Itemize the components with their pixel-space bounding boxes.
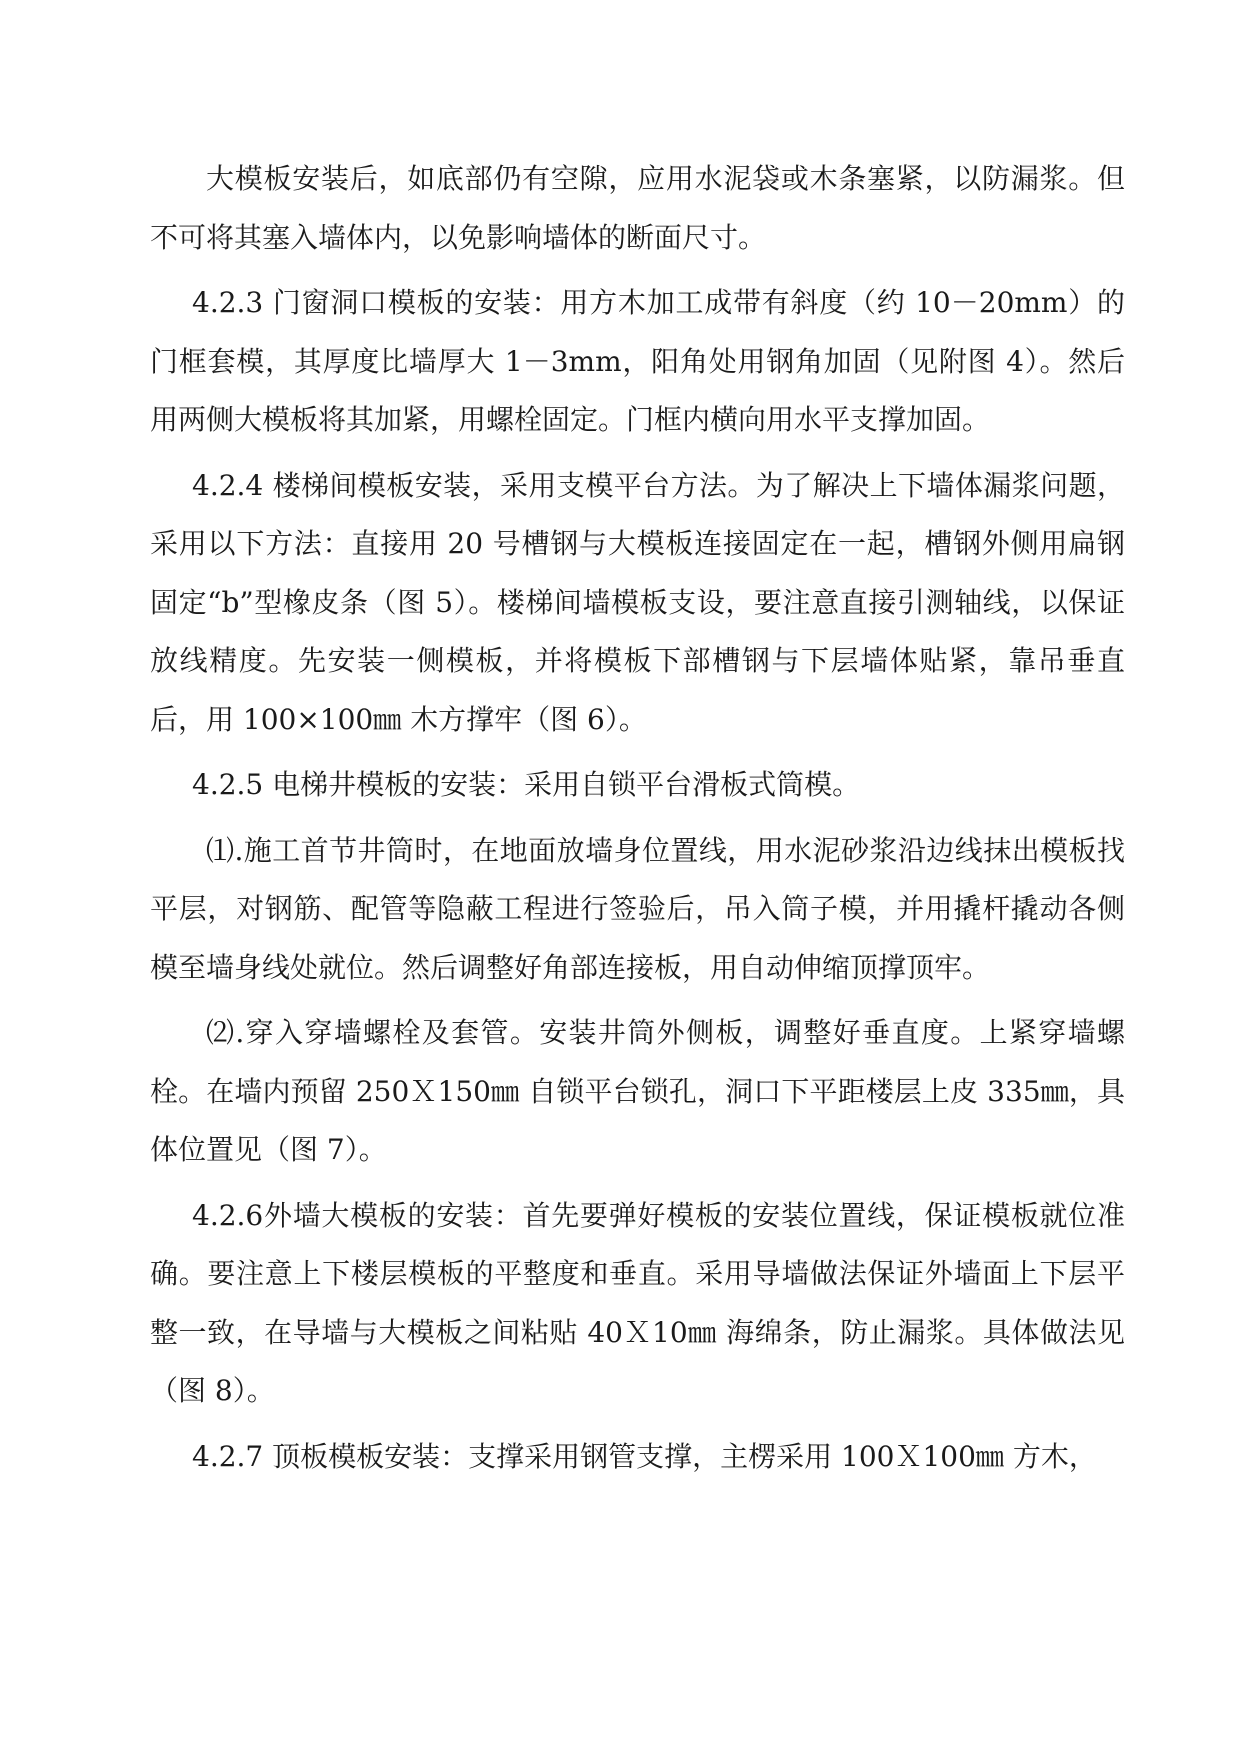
paragraph-4-2-7: 4.2.7 顶板模板安装：支撑采用钢管支撑，主楞采用 100Ｘ100㎜ 方木， [192,1439,1097,1473]
paragraph-4-2-5: 4.2.5 电梯井模板的安装：采用自锁平台滑板式筒模。 [192,768,861,801]
paragraph-4-2-3: 4.2.3 门窗洞口模板的安装：用方木加工成带有斜度（约 10－20mm）的门框套模，其厚度比墙厚大 1－3mm，阳角处用钢角加固（见附图 4）。然后用两侧大模板将其加紧，用螺栓固定。门框内横向用水平支撑加固。 [150,286,1125,436]
paragraph-4-2-4: 4.2.4 楼梯间模板安装，采用支模平台方法。为了解决上下墙体漏浆问题，采用以下方法：直接用 20 号槽钢与大模板连接固定在一起，槽钢外侧用扁钢固定“b”型橡皮条（图 5）。楼梯间墙模板支设，要注意直接引测轴线，以保证放线精度。先安装一侧模板，并将模板下部槽钢与下层墙体贴紧，靠吊垂直后，用 100×100㎜ 木方撑牢（图 6）。 [150,468,1125,736]
paragraph-step-2: ⑵.穿入穿墙螺栓及套管。安装井筒外侧板，调整好垂直度。上紧穿墙螺栓。在墙内预留 250Ｘ150㎜ 自锁平台锁孔，洞口下平距楼层上皮 335㎜，具体位置见（图 7）。 [150,1016,1125,1166]
document-page [150,150,1125,1493]
paragraph-formwork-gap: 大模板安装后，如底部仍有空隙，应用水泥袋或木条塞紧，以防漏浆。但不可将其塞入墙体内，以免影响墙体的断面尺寸。 [150,162,1125,254]
paragraph-4-2-6: 4.2.6外墙大模板的安装：首先要弹好模板的安装位置线，保证模板就位准确。要注意上下楼层模板的平整度和垂直。采用导墙做法保证外墙面上下层平整一致，在导墙与大模板之间粘贴 40Ｘ10㎜ 海绵条，防止漏浆。具体做法见（图 8）。 [150,1198,1125,1407]
paragraph-step-1: ⑴.施工首节井筒时，在地面放墙身位置线，用水泥砂浆沿边线抹出模板找平层，对钢筋、配管等隐蔽工程进行签验后，吊入筒子模，并用撬杆撬动各侧模至墙身线处就位。然后调整好角部连接板，用自动伸缩顶撑顶牢。 [150,833,1125,984]
